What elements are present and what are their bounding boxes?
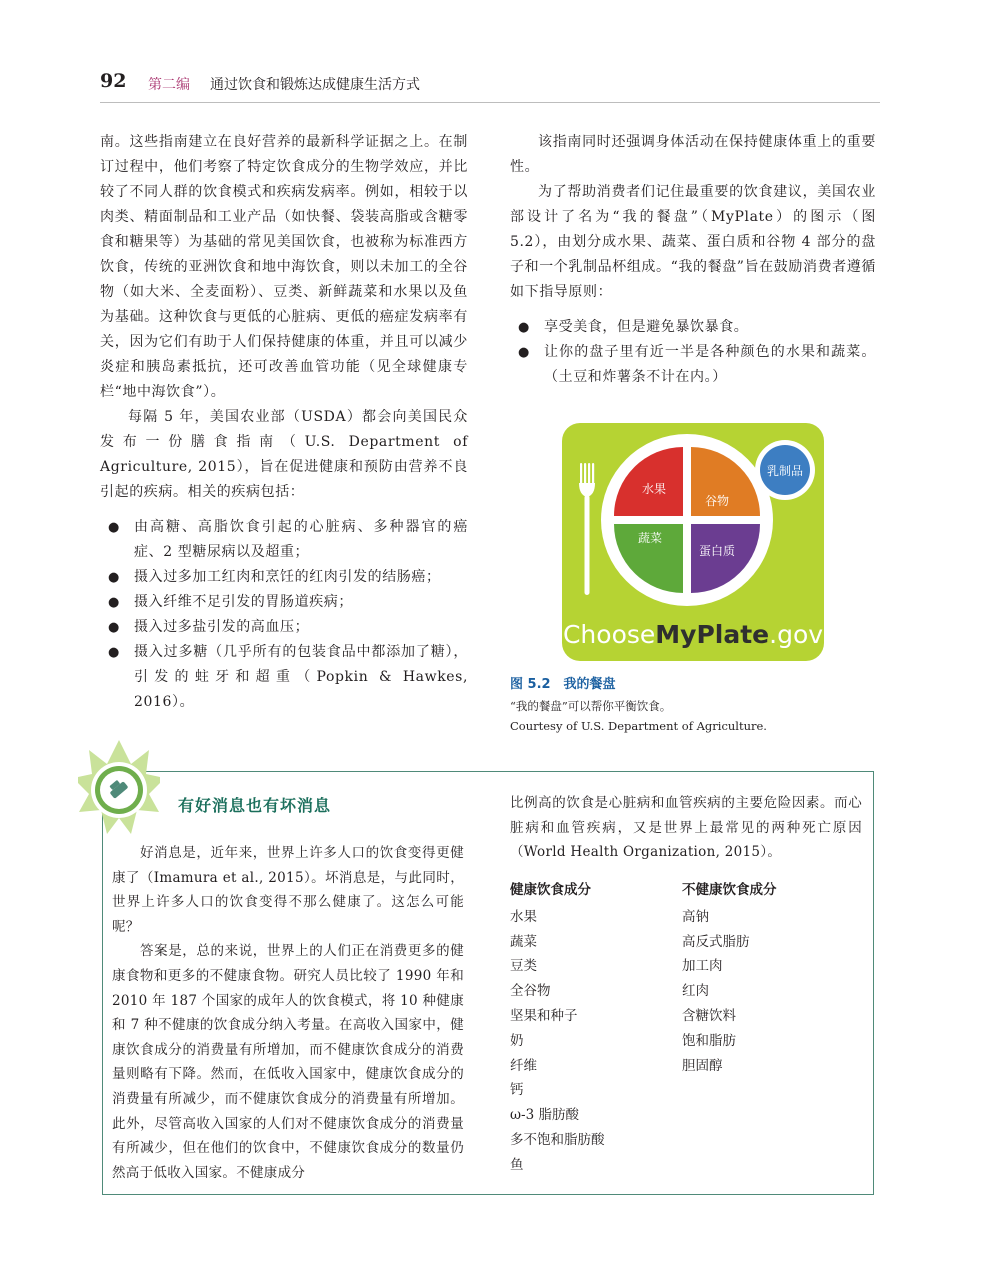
list-item: ● 享受美食，但是避免暴饮暴食。: [510, 315, 876, 340]
list-item: ● 让你的盘子里有近一半是各种颜色的水果和蔬菜。（土豆和炸薯条不计在内。）: [510, 340, 876, 390]
brand-text: [563, 620, 823, 649]
protein-label: 蛋白质: [698, 544, 736, 558]
list-item: ● 由高糖、高脂饮食引起的心脏病、多种器官的癌症、2 型糖尿病以及超重；: [100, 515, 468, 565]
left-column: [100, 130, 468, 715]
starburst-badge-icon: [78, 738, 160, 842]
bullet-icon: ●: [108, 620, 120, 635]
list-item: 奶: [510, 1032, 524, 1049]
page-number: 92: [100, 70, 127, 92]
list-item: 蔬菜: [510, 933, 537, 950]
dairy-label: 乳制品: [766, 464, 804, 478]
fork-icon: [579, 463, 595, 595]
list-item: 饱和脂肪: [682, 1032, 736, 1049]
bullet-icon: ●: [108, 520, 120, 535]
fruit-label: 水果: [641, 482, 667, 496]
list-item: 含糖饮料: [682, 1007, 736, 1024]
list-item: 纤维: [510, 1057, 537, 1074]
bullet-icon: ●: [108, 595, 120, 610]
list-item: 豆类: [510, 958, 537, 975]
list-item: 加工肉: [682, 958, 723, 975]
list-item: 高钠: [682, 908, 709, 925]
running-header: [100, 66, 880, 98]
part-label: 第二编: [148, 77, 190, 93]
list-item: ● 摄入过多糖（几乎所有的包装食品中都添加了糖），引发的蛀牙和超重（Popkin & Hawkes, 2016）。: [100, 640, 468, 715]
list-item: ● 摄入过多盐引发的高血压；: [100, 615, 468, 640]
right-paragraph-2: 为了帮助消费者们记住最重要的饮食建议，美国农业部设计了名为“我的餐盘”（MyPlate）的图示（图 5.2），由划分成水果、蔬菜、蛋白质和谷物 4 部分的盘子和一个乳制品杯组成。“我的餐盘”旨在鼓励消费者遵循如下指导原则：: [510, 184, 876, 300]
list-item: ● 摄入过多加工红肉和烹饪的红肉引发的结肠癌；: [100, 565, 468, 590]
left-paragraph-1: 南。这些指南建立在良好营养的最新科学证据之上。在制订过程中，他们考察了特定饮食成分的生物学效应，并比较了不同人群的饮食模式和疾病发病率。例如，相较于以肉类、精面制品和工业产品（如快餐、袋装高脂或含糖零食和糖果等）为基础的常见美国饮食，也被称为标准西方饮食，传统的亚洲饮食和地中海饮食，则以未加工的全谷物（如大米、全麦面粉）、豆类、新鲜蔬菜和水果以及鱼为基础。这种饮食与更低的心脏病、更低的癌症发病率有关，因为它们有助于人们保持健康的体重，并且可以减少炎症和胰岛素抵抗，还可改善血管功能（见全球健康专栏“地中海饮食”）。: [100, 134, 468, 400]
caption-title: 图 5.2 我的餐盘: [510, 677, 616, 692]
right-column: [510, 130, 876, 390]
healthy-list: [510, 878, 605, 1178]
caption-text: “我的餐盘”可以帮你平衡饮食。: [510, 699, 672, 713]
disease-list: [100, 515, 468, 715]
list-item: 全谷物: [510, 983, 551, 1000]
box-right-column: [510, 791, 862, 865]
guideline-list: [510, 315, 876, 390]
list-item: 钙: [510, 1082, 524, 1099]
grains-label: 谷物: [704, 494, 730, 508]
box-title: 有好消息也有坏消息: [178, 796, 332, 815]
plate: [601, 434, 773, 606]
figure-caption: [510, 674, 880, 736]
myplate-graphic: [562, 423, 824, 661]
bullet-icon: ●: [108, 570, 120, 585]
box-right-paragraph-1: 比例高的饮食是心脏病和血管疾病的主要危险因素。而心脏病和血管疾病，又是世界上最常见的两种死亡原因（World Health Organization, 2015）。: [510, 795, 862, 861]
list-item: 胆固醇: [682, 1057, 723, 1074]
unhealthy-list: [682, 878, 777, 1078]
bullet-icon: ●: [518, 345, 530, 360]
list-item: 坚果和种子: [510, 1007, 578, 1024]
brand-choose: Choose: [562, 620, 656, 649]
bullet-icon: ●: [108, 645, 120, 660]
list-item: 高反式脂肪: [682, 933, 750, 950]
chapter-title: 通过饮食和锻炼达成健康生活方式: [210, 77, 420, 93]
list-item: 鱼: [510, 1156, 524, 1173]
myplate-figure: [562, 423, 824, 661]
brand-gov: .gov: [769, 620, 824, 649]
bullet-icon: ●: [518, 320, 530, 335]
healthy-list-header: 健康饮食成分: [510, 882, 591, 898]
header-rule: [100, 102, 880, 103]
unhealthy-list-header: 不健康饮食成分: [682, 882, 777, 898]
left-paragraph-2: 每隔 5 年，美国农业部（USDA）都会向美国民众发布一份膳食指南（U.S. Department of Agriculture, 2015），旨在促进健康和预防由营养不良引起的疾病。相关的疾病包括：: [100, 409, 468, 500]
list-item: 水果: [510, 908, 537, 925]
brand-myplate: MyPlate: [655, 620, 770, 649]
list-item: 多不饱和脂肪酸: [510, 1131, 605, 1148]
box-left-paragraph-1: 好消息是，近年来，世界上许多人口的饮食变得更健康了（Imamura et al., 2015）。坏消息是，与此同时，世界上许多人口的饮食变得不那么健康了。这怎么可能呢？: [112, 845, 464, 935]
vegetables-label: 蔬菜: [637, 531, 663, 545]
right-paragraph-1: 该指南同时还强调身体活动在保持健康体重上的重要性。: [510, 134, 876, 175]
protein-section: [691, 524, 760, 593]
box-left-paragraph-2: 答案是，总的来说，世界上的人们正在消费更多的健康食物和更多的不健康食物。研究人员比较了 1990 年和 2010 年 187 个国家的成年人的饮食模式，将 10 种健康和 7 种不健康的饮食成分纳入考量。在高收入国家中，健康饮食成分的消费量有所增加，而不健康饮食成分的消费量则略有下降。然而，在低收入国家中，健康饮食成分的消费量有所减少，而不健康饮食成分的消费量有所增加。此外，尽管高收入国家的人们对不健康饮食成分的消费量有所减少，但在他们的饮食中，不健康饮食成分的数量仍然高于低收入国家。不健康成分: [112, 943, 464, 1181]
list-item: ● 摄入纤维不足引发的胃肠道疾病；: [100, 590, 468, 615]
box-left-column: [112, 841, 464, 1185]
caption-credit: Courtesy of U.S. Department of Agriculture.: [510, 719, 767, 733]
list-item: ω-3 脂肪酸: [510, 1107, 579, 1124]
list-item: 红肉: [682, 983, 709, 1000]
